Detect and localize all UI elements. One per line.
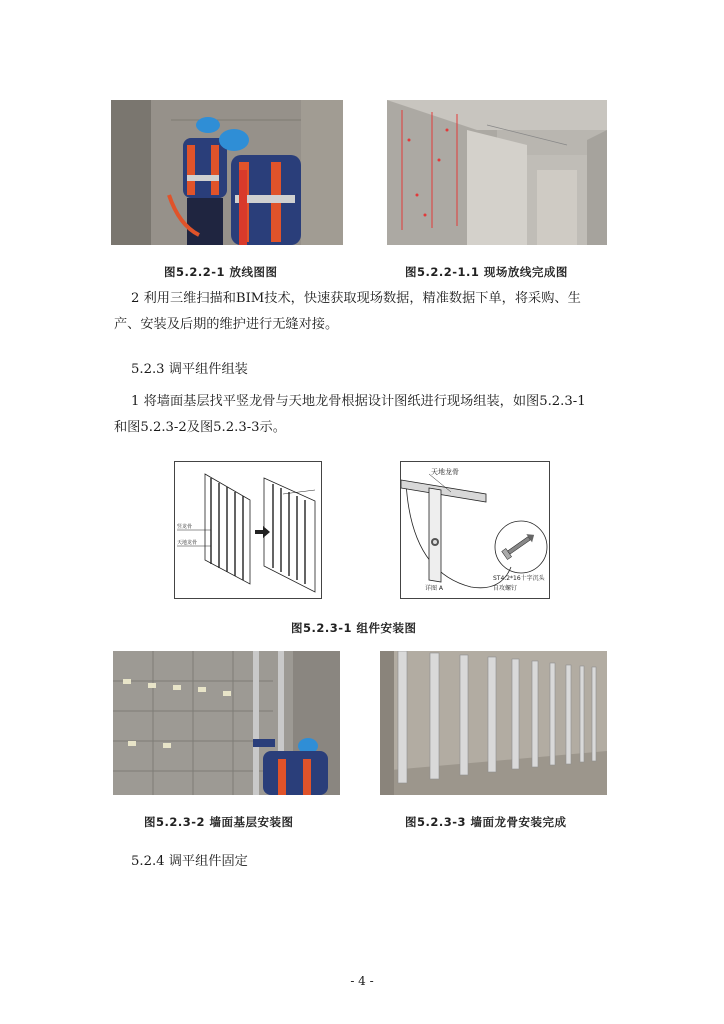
diagram-detail-a <box>400 461 550 599</box>
caption-fig-5-2-2-1-1: 图5.2.2-1.1 现场放线完成图 <box>405 265 568 279</box>
section-heading-5-2-3: 5.2.3 调平组件组装 <box>131 362 248 377</box>
diagram-label-vertical-keel: 竖龙骨 <box>177 524 193 530</box>
photo-wall-base-install <box>113 651 340 795</box>
diagram-label-track-keel: 天地龙骨 <box>177 540 198 546</box>
caption-fig-5-2-3-2: 图5.2.3-2 墙面基层安装图 <box>144 815 294 829</box>
diagram-label-screw-type: 自攻螺钉 <box>493 585 518 592</box>
diagram-label-detail: 详图 A <box>425 585 444 592</box>
diagram-label-screw: ST4.2*16十字沉头 <box>493 575 545 582</box>
paragraph-line: 1 将墙面基层找平竖龙骨与天地龙骨根据设计图纸进行现场组装，如图5.2.3-1 <box>131 394 586 409</box>
paragraph-assembly <box>114 389 634 441</box>
diagram-keel-assembly <box>174 461 322 599</box>
paragraph-line: 和图5.2.3-2及图5.2.3-3示。 <box>114 420 286 435</box>
caption-fig-5-2-2-1: 图5.2.2-1 放线图图 <box>164 265 278 279</box>
page-number: - 4 - <box>350 974 374 988</box>
paragraph-line: 2 利用三维扫描和BIM技术，快速获取现场数据，精准数据下单，将采购、生 <box>131 291 581 306</box>
photo-corridor-lines <box>387 100 607 245</box>
paragraph-bim <box>114 286 634 338</box>
caption-fig-5-2-3-3: 图5.2.3-3 墙面龙骨安装完成 <box>405 815 567 829</box>
photo-keel-install-complete <box>380 651 607 795</box>
section-heading-5-2-4: 5.2.4 调平组件固定 <box>131 854 248 869</box>
photo-workers-marking <box>111 100 343 245</box>
paragraph-line: 产、安装及后期的维护进行无缝对接。 <box>114 317 339 332</box>
caption-fig-5-2-3-1: 图5.2.3-1 组件安装图 <box>291 621 417 635</box>
diagram-label-track: 天地龙骨 <box>431 468 459 476</box>
